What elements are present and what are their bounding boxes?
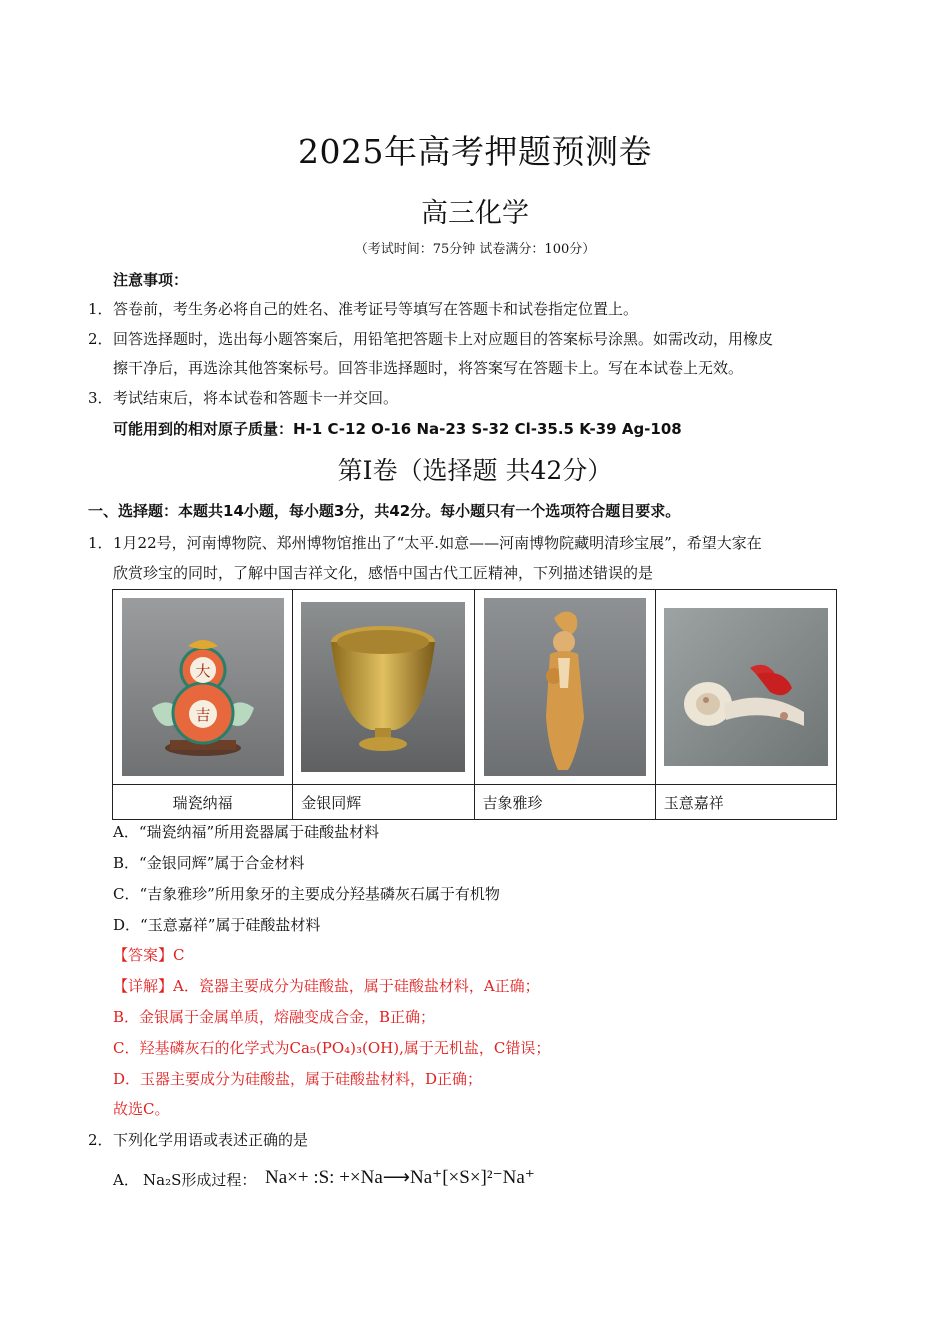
q1-stem: 1月22号，河南博物院、郑州博物馆推出了“太平.如意——河南博物院藏明清珍宝展”，希望大家在: [113, 534, 762, 552]
q2-option-a-formula: Na₂S形成过程：: [143, 1171, 257, 1189]
cell-jade-image: [655, 590, 836, 785]
artifact-table: [112, 589, 837, 820]
section-instruction: 一、选择题：本题共14小题，每小题3分，共42分。每小题只有一个选项符合题目要求。: [88, 502, 681, 520]
q2-electron-dot-equation: Na×+ :S: +×Na⟶Na⁺[×S×]²⁻Na⁺: [265, 1167, 535, 1188]
q1-answer: 【答案】C: [113, 946, 185, 964]
section-title: 第Ⅰ卷（选择题 共42分）: [337, 456, 613, 485]
caption-gold-cup: 金银同辉: [293, 785, 474, 820]
caption-porcelain: 瑞瓷纳福: [113, 785, 293, 820]
q1-detail-d: D．玉器主要成分为硅酸盐，属于硅酸盐材料，D正确；: [113, 1070, 483, 1088]
notice-item-1-num: 1．: [88, 300, 113, 318]
q1-detail-a: 【详解】A．瓷器主要成分为硅酸盐，属于硅酸盐材料，A正确；: [113, 977, 540, 995]
notice-item-1-text: 答卷前，考生务必将自己的姓名、准考证号等填写在答题卡和试卷指定位置上。: [113, 300, 639, 318]
q1-detail-c: C．羟基磷灰石的化学式为Ca₅(PO₄)₃(OH),属于无机盐，C错误；: [113, 1039, 551, 1057]
notice-item-3-num: 3．: [88, 389, 113, 407]
vase-char-ji: 吉: [195, 706, 211, 724]
ivory-figure-image: [484, 598, 646, 776]
caption-jade: 玉意嘉祥: [655, 785, 836, 820]
q2-number: 2．: [88, 1131, 113, 1149]
cell-gold-cup-image: [293, 590, 474, 785]
notice-heading: 注意事项：: [113, 271, 189, 289]
q2-option-a-label: A．: [113, 1171, 139, 1189]
q1-number: 1．: [88, 534, 113, 552]
jade-ruyi-image: [664, 608, 828, 766]
notice-item-2-text: 回答选择题时，选出每小题答案后，用铅笔把答题卡上对应题目的答案标号涂黑。如需改动，用橡皮: [113, 330, 774, 348]
notice-item-2-num: 2．: [88, 330, 113, 348]
atomic-masses: 可能用到的相对原子质量：H-1 C-12 O-16 Na-23 S-32 Cl-35.5 K-39 Ag-108: [113, 420, 682, 438]
q2-stem: 下列化学用语或表述正确的是: [113, 1131, 309, 1149]
notice-item-2-text-cont: 擦干净后，再选涂其他答案标号。回答非选择题时，将答案写在答题卡上。写在本试卷上无效。: [113, 359, 744, 377]
page-title: 2025年高考押题预测卷: [298, 132, 652, 171]
page-subtitle: 高三化学: [421, 198, 529, 229]
cell-ivory-image: [474, 590, 655, 785]
q1-option-a: A．“瑞瓷纳福”所用瓷器属于硅酸盐材料: [113, 823, 380, 841]
vase-char-da: 大: [195, 662, 211, 680]
gold-cup-image: [301, 602, 465, 772]
q1-option-b: B．“金银同辉”属于合金材料: [113, 854, 305, 872]
q1-conclusion: 故选C。: [113, 1100, 170, 1118]
q1-stem-cont: 欣赏珍宝的同时，了解中国吉祥文化，感悟中国古代工匠精神，下列描述错误的是: [113, 564, 654, 582]
notice-item-3-text: 考试结束后，将本试卷和答题卡一并交回。: [113, 389, 399, 407]
q1-option-c: C．“吉象雅珍”所用象牙的主要成分羟基磷灰石属于有机物: [113, 885, 500, 903]
porcelain-gourd-image: [122, 598, 284, 776]
q1-detail-b: B．金银属于金属单质，熔融变成合金，B正确；: [113, 1008, 436, 1026]
cell-porcelain-image: [113, 590, 293, 785]
caption-ivory: 吉象雅珍: [474, 785, 655, 820]
q1-option-d: D．“玉意嘉祥”属于硅酸盐材料: [113, 916, 321, 934]
exam-info: （考试时间：75分钟 试卷满分：100分）: [354, 242, 596, 257]
